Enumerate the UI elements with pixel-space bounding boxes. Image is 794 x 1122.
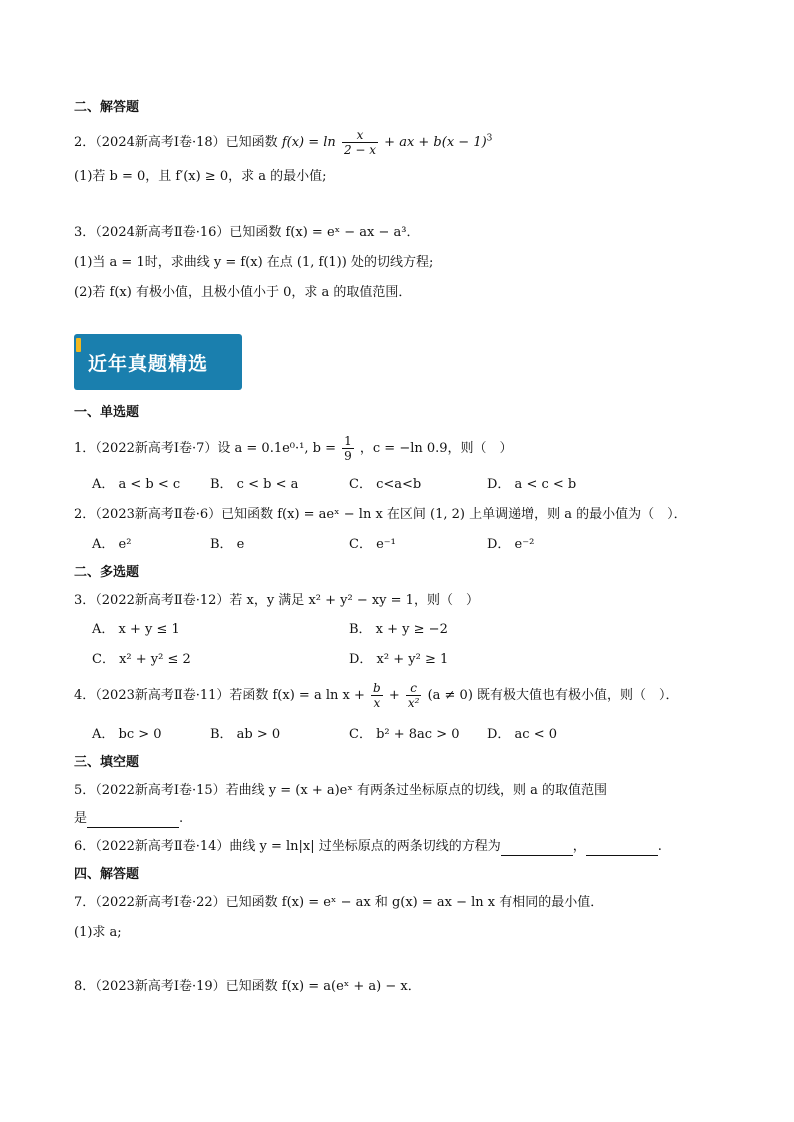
option-d: D． x² + y² ≥ 1: [349, 652, 449, 667]
question-text: 6．（2022新高考Ⅱ卷·14）曲线 y = ln|x| 过坐标原点的两条切线的方程为: [74, 839, 501, 854]
question-8-2023: 8．（2023新高考Ⅰ卷·19）已知函数 f(x) = a(eˣ + a) − x．: [74, 979, 421, 994]
fraction-numerator: 1: [344, 434, 352, 448]
option-b: B． ab > 0: [210, 727, 281, 742]
section-heading-single-choice: 一、单选题: [74, 405, 140, 420]
question-1-2022: [74, 432, 513, 466]
plus-sign: +: [388, 688, 400, 703]
question-7-part-1: (1)求 a;: [74, 925, 122, 940]
fraction: [342, 128, 378, 157]
math-expression: f(x) = ln: [281, 135, 336, 150]
question-text: 2．（2024新高考Ⅰ卷·18）已知函数: [74, 135, 278, 150]
question-text: 是: [74, 811, 88, 826]
question-5-line-2: [74, 810, 183, 828]
section-heading-answer-2: 四、解答题: [74, 867, 140, 882]
option-b: B． c < b < a: [210, 477, 299, 492]
option-b: B． x + y ≥ −2: [349, 622, 448, 637]
section-heading-multi-choice: 二、多选题: [74, 565, 140, 580]
exponent: 3: [486, 133, 493, 144]
fraction-numerator: b: [372, 681, 381, 695]
question-text: ，c = −ln 0.9，则（ ）: [359, 441, 513, 456]
question-2-part-1: (1)若 b = 0，且 f′(x) ≥ 0，求 a 的最小值;: [74, 169, 327, 184]
question-3-part-1: (1)当 a = 1时，求曲线 y = f(x) 在点 (1, f(1)) 处的切线方程;: [74, 255, 434, 270]
option-a: A． bc > 0: [92, 727, 162, 742]
fraction-numerator: x: [342, 128, 378, 143]
question-text: 4．（2023新高考Ⅱ卷·11）若函数 f(x) = a ln x +: [74, 688, 365, 703]
fraction: [371, 681, 383, 710]
period: .: [179, 811, 184, 826]
option-d: D． a < c < b: [487, 477, 577, 492]
question-text: (a ≠ 0) 既有极大值也有极小值，则（ ）．: [427, 688, 679, 703]
math-expression: + ax + b(x − 1): [384, 135, 487, 150]
fraction-denominator: x: [373, 696, 381, 710]
section-heading-answer-1: 二、解答题: [74, 100, 140, 115]
fraction-denominator: 9: [344, 449, 352, 463]
banner-title: 近年真题精选: [88, 353, 209, 375]
fraction-denominator: 2 − x: [343, 143, 377, 157]
banner-tab-marker: [76, 338, 81, 352]
question-7-2022: 7．（2022新高考Ⅰ卷·22）已知函数 f(x) = eˣ − ax 和 g(x) = ax − ln x 有相同的最小值．: [74, 895, 604, 910]
answer-blank-2[interactable]: [586, 841, 658, 856]
option-c: C． b² + 8ac > 0: [349, 727, 460, 742]
section-heading-fill-blank: 三、填空题: [74, 755, 140, 770]
answer-blank-1[interactable]: [501, 841, 573, 856]
fraction: [406, 681, 422, 710]
option-a: A． a < b < c: [92, 477, 181, 492]
option-a: A． x + y ≤ 1: [92, 622, 180, 637]
question-6-2022: [74, 838, 662, 856]
question-2-2023: 2．（2023新高考Ⅱ卷·6）已知函数 f(x) = aeˣ − ln x 在区间 (1, 2) 上单调递增，则 a 的最小值为（ ）．: [74, 507, 687, 522]
question-2-2024: [74, 128, 492, 158]
separator: ，: [572, 839, 586, 854]
question-text: 1．（2022新高考Ⅰ卷·7）设 a = 0.1e⁰·¹, b =: [74, 441, 336, 456]
question-3-part-2: (2)若 f(x) 有极小值，且极小值小于 0，求 a 的取值范围．: [74, 285, 412, 300]
option-c: C． e⁻¹: [349, 537, 396, 552]
option-c: C． c<a<b: [349, 477, 422, 492]
question-3-2024: 3．（2024新高考Ⅱ卷·16）已知函数 f(x) = eˣ − ax − a³．: [74, 225, 420, 240]
period: .: [657, 839, 662, 854]
option-a: A． e²: [92, 537, 132, 552]
answer-blank[interactable]: [87, 813, 179, 828]
option-d: D． ac < 0: [487, 727, 558, 742]
option-b: B． e: [210, 537, 245, 552]
fraction-numerator: c: [406, 681, 422, 696]
option-d: D． e⁻²: [487, 537, 535, 552]
question-4-2023: [74, 677, 679, 715]
option-c: C． x² + y² ≤ 2: [92, 652, 191, 667]
fraction-denominator: x²: [407, 696, 420, 710]
fraction: [342, 434, 354, 463]
question-3-2022: 3．（2022新高考Ⅱ卷·12）若 x，y 满足 x² + y² − xy = 1，则（ ）: [74, 593, 479, 608]
question-5-2022: 5．（2022新高考Ⅰ卷·15）若曲线 y = (x + a)eˣ 有两条过坐标原点的切线，则 a 的取值范围: [74, 783, 608, 798]
